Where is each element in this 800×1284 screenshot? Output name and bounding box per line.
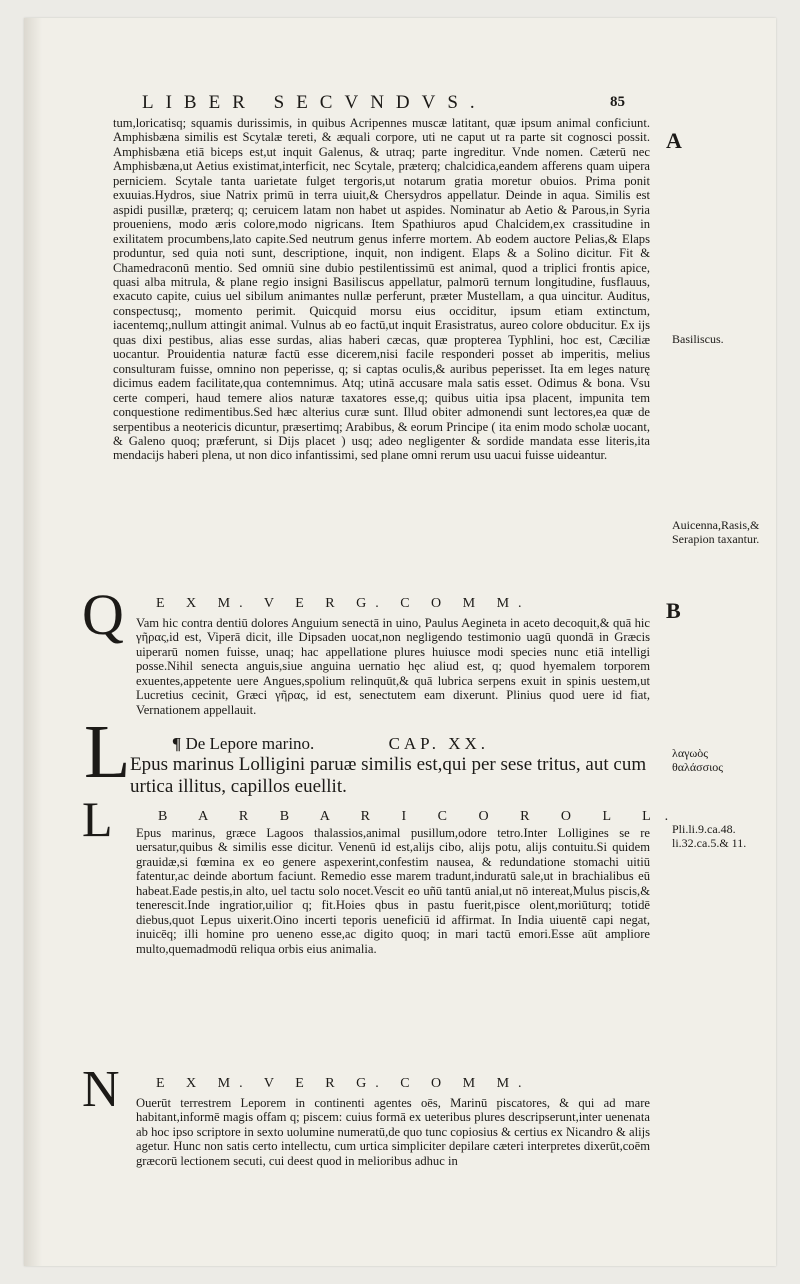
margin-letter-a: A	[666, 128, 682, 153]
binding-shadow	[24, 18, 42, 1266]
margin-note-greek: λαγωὸς θαλάσσιος	[672, 746, 724, 774]
dropcap-n: N	[82, 1061, 120, 1118]
chapter-number: CAP. XX.	[388, 734, 490, 753]
paragraph-commentary-2: Ouerūt terrestrem Leporem in continenti agentes oēs, Marinū piscatores, & qui ad mare habitant,informē magis offam q; piscem: cuius formā ex ueteribus plures descripserunt,inter uenenata ab hoc ipso scriptore in sexto uolumine numeratū,de quo tunc copiosius & certius ex Nicandro & alijs agetur. Hunc non satis certo intellectu, cum urtica simpliciter depilare cæteri interpretes dixerūt,coēm græcorū lectionem secuti, cui deest quod in melioribus adhuc in	[136, 1096, 650, 1168]
text-block-commentary-1	[136, 616, 650, 717]
margin-note-pliny: Pli.li.9.ca.48. li.32.ca.5.& 11.	[672, 822, 747, 850]
chapter-xx	[114, 734, 654, 798]
pilcrow-icon: ¶	[172, 734, 182, 753]
text-block-serpents	[113, 116, 650, 463]
running-head: LIBER SECVNDVS.	[142, 92, 487, 113]
margin-note-basiliscus: Basiliscus.	[672, 332, 724, 346]
margin-note-auicenna: Auicenna,Rasis,& Serapion taxantur.	[672, 518, 760, 546]
paragraph-commentary-1: Vam hic contra dentiū dolores Anguium senectā in uino, Paulus Aegineta in aceto decoquit,& quā hic γῆρας,id est, Viperā dicit, ille Dipsaden uocat,non negligendo testimonio uagū quondā in Græcis uiperarū nomen fuisse, unaq; hac appellatione plures huiusce modi species nunc etiā intelligi posse.Nihil senecta anguis,siue anguina uernatio hęc aliud est, q; quod hyemalem torporem exuentes,appetente uere Angues,spolium relinquūt,& quā lubrica serpens exuit in spinis uestem,ut Lucretius cecinit, Græci γῆρας, id est, senectutem eam dixerunt. Plinius quod uere id fiat, Vernationem appellauit.	[136, 616, 650, 717]
paragraph-serpents: tum,loricatisq; squamis durissimis, in quibus Acripennes muscæ latitant, quæ ipsum animal conficiunt. Amphisbæna similis est Scytalæ tereti, & æquali corpore, uti ne caput ut ra parte sit cognosci possit. Amphisbæna etiā biceps est,ut inquit Galenus, & utraq; parte ingreditur. Vnde nomen. Cæterū nec Amphisbæna,ut Aetius existimat,interficit, nec Scytale, præterq; chalcidica,eandem afferens quam uipera perniciem. Scytale tanta uarietate fulget tergoris,ut notarum gratia moretur obuios. Prima ponit exuuias.Hydros, siue Natrix primū in terra uiuit,& Chersydros appellatur. Deinde in aqua. Similis est aspidi pusillæ, præterq; q; ceruicem latam non habet ut aspides. Nominatur ab Aetio & Parous,in Syria proueniens, modo æris colore,modo nigricans. Item Spathiuros apud Chalcidem,ex crassitudine in exilitatem procumbens,lato capite.Sed neutrum genus inferre mortem. Ab eodem auctore Pelias,& Elaps produntur, sed quia noti sunt, descriptione, inquit, non indigent. Elaps & a Solino dicitur. Fit & Chamedraconū mentio. Sed omniū sine dubio pestilentissimū est animal, quod a triplici frontis apice, quasi alba mitrula, & plane regio insigni Basiliscus appellatur, palmorū ternum longitudine, fusflauus, exacuto capite, cuius uel sibilum animantes nullæ perferunt, præter Mustellam, a qua uincitur. Auditus, conspectusq;, momento perimit. Quicquid morsu eius occiditur, ipsum etiam extinctum, iacentemq;,nullum attingit animal. Vulnus ab eo factū,ut inquit Erasistratus, aureo colore obducitur. Ex ijs quas dixi pestibus, alias esse surdas, alias haberi cæcas, quæ propterea Typhlini, hoc est, Cæciliæ uocantur. Prouidentia naturæ factū esse dicerem,nisi facile responderi posset ab imperitis, melius consulturam fuisse, omnino non peperisse, q; si captas oculis,& auribus peperisset. Ita em leges naturę dicimus eadem facilitate,qua contemnimus. Atq; utinā accusare mala satis esset. Odimus & bona. Vsu certe comperi, haud temere alios naturæ taxatores esse,q; quibus uitia ipsa placent, impunita tem conquestione redimentibus.Sed hæc alterius curæ sunt. Illud obiter admonendi sunt lectores,ea quæ de serpentibus a neotericis dicuntur, præsertimq; Arabibus, & eorum Principe ( ita enim modo scholæ uocant, & Galeno quoq; præferunt, si Dijs placet ) usq; adeo negligenter & sordide mandata esse literis,ita mendacijs haberi plena, ut non dico infantissimi, sed plane omni rerum usu uacui fuisse uideantur.	[113, 116, 650, 463]
dropcap-q: Q	[82, 582, 124, 647]
paragraph-corollary: Epus marinus, græce Lagoos thalassios,animal pusillum,odore tetro.Inter Lolligines se re uersatur,quibus & similis esse dicitur. Venenū id est,alijs cibo, alijs potu, alijs contuitu.Si quidem grauidæ,si fœmina ex eo genere aspexerint,confestim nausea, & redundatione stomachi uitiū fatentur,ac deinde abortum faciunt. Remedio esse marem tradunt,induratū sale,ut in brachialibus eū habeat.Eade pestis,in alto, uel tactu solo nocet.Vescit eo uñū tantū anial,ut nō intereat,Mulus piscis,& tenerescit.Inde ingratior,uilior q; fit.Hoies qbus in pastu fuerit,pisce olent,moriūturq; totidē diebus,quot Lepus uixerit.Oino incerti teporis ueneficiū id affirmat. In India uiuentē capi negat, inuicēq; illi homine pro ueneno esse,ac digito quoq; in mari tactū emori.Esse aūt ampliore multo,quemadmodū reliqua orbis eius animalia.	[136, 826, 650, 956]
page-number: 85	[610, 94, 625, 110]
text-block-commentary-2	[136, 1096, 650, 1168]
chapter-title: De Lepore marino.	[185, 734, 315, 753]
margin-letter-b: B	[666, 598, 681, 623]
chapter-text: Epus marinus Lolligini paruæ similis est,qui per sese tritus, aut cum urtica illitus, capillos euellit.	[130, 754, 647, 797]
dropcap-l-corollary: L	[82, 791, 113, 847]
book-page	[24, 18, 776, 1266]
commentary-heading-1: E X M. V E R G. C O M M.	[156, 596, 531, 611]
commentary-heading-2: E X M. V E R G. C O M M.	[156, 1076, 531, 1091]
corollary-heading: B A R B A R I C O R O L L.	[158, 809, 683, 824]
chapter-heading	[172, 734, 654, 754]
dropcap-l-chapter: L	[84, 710, 131, 794]
text-block-corollary	[136, 826, 650, 956]
